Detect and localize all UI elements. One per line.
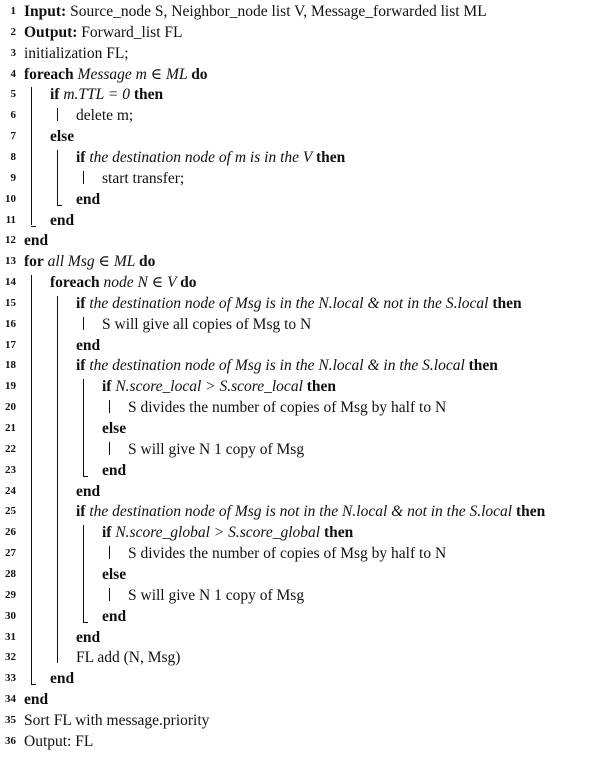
line-code — [50, 85, 163, 105]
line-code — [76, 502, 545, 522]
line-number: 18 — [5, 359, 16, 372]
line-number: 3 — [10, 46, 16, 59]
keyword: end — [76, 482, 101, 500]
algo-line — [0, 356, 590, 376]
line-code — [102, 461, 126, 481]
line-number: 28 — [5, 567, 16, 580]
line-number: 10 — [5, 192, 16, 205]
line-code — [128, 586, 304, 606]
algo-line — [0, 544, 590, 564]
condition-text: N.score_global > S.score_global — [111, 524, 324, 542]
line-code — [50, 211, 74, 231]
algo-line — [0, 127, 590, 147]
line-number: 5 — [10, 88, 16, 101]
line-code — [24, 690, 48, 710]
block-end-tick — [31, 226, 36, 227]
statement-text: initialization FL; — [24, 44, 129, 62]
keyword: Input: — [24, 3, 67, 20]
line-code — [76, 356, 498, 376]
keyword: end — [76, 628, 101, 646]
line-number: 12 — [5, 234, 16, 247]
line-number: 26 — [5, 526, 16, 539]
line-code — [102, 169, 184, 189]
algo-line — [0, 711, 590, 731]
block-end-tick — [57, 205, 62, 206]
algo-line — [0, 85, 590, 105]
keyword: end — [24, 691, 49, 709]
block-end-tick — [31, 684, 36, 685]
algo-line — [0, 461, 590, 481]
line-number: 8 — [10, 150, 16, 163]
block-guide-line — [83, 171, 84, 184]
statement-text: start transfer; — [102, 169, 185, 187]
algo-line — [0, 440, 590, 460]
statement-text: S divides the number of copies of Msg by half to N — [128, 399, 447, 417]
algo-line — [0, 377, 590, 397]
statement-text: Output: FL — [24, 732, 94, 750]
keyword: then — [133, 86, 164, 104]
keyword: foreach — [50, 274, 100, 292]
statement-text: FL add (N, Msg) — [76, 649, 181, 667]
block-guide-line — [57, 296, 58, 663]
line-number: 29 — [5, 588, 16, 601]
algo-line — [0, 732, 590, 752]
line-code — [24, 44, 129, 64]
keyword: else — [102, 565, 127, 583]
algo-line — [0, 669, 590, 689]
line-number: 20 — [5, 401, 16, 414]
line-number: 11 — [5, 213, 16, 226]
keyword: for — [24, 253, 44, 271]
algo-line — [0, 231, 590, 251]
keyword: if — [76, 503, 86, 521]
line-number: 23 — [5, 463, 16, 476]
line-code — [102, 419, 126, 439]
condition-text: the destination node of Msg is in the N.local & not in the S.local — [85, 294, 493, 312]
line-code — [50, 127, 74, 147]
line-number: 17 — [5, 338, 16, 351]
keyword: if — [76, 148, 86, 166]
algo-line — [0, 586, 590, 606]
keyword: do — [180, 274, 197, 292]
statement-text: S divides the number of copies of Msg by half to N — [128, 545, 447, 563]
algo-line — [0, 482, 590, 502]
line-number: 25 — [5, 505, 16, 518]
line-code — [128, 398, 446, 418]
line-code — [50, 669, 74, 689]
algo-line — [0, 273, 590, 293]
condition-text: m.TTL = 0 — [59, 86, 134, 104]
statement-text: S will give N 1 copy of Msg — [128, 440, 305, 458]
line-number: 4 — [10, 67, 16, 80]
line-code — [76, 628, 100, 648]
statement-text: Forward_list FL — [77, 23, 183, 41]
keyword: do — [191, 65, 208, 83]
keyword: end — [102, 607, 127, 625]
algo-line — [0, 23, 590, 43]
algo-line — [0, 315, 590, 335]
condition-text: N.score_local > S.score_local — [111, 378, 307, 396]
algo-line — [0, 252, 590, 272]
line-code — [128, 440, 304, 460]
algo-line — [0, 148, 590, 168]
keyword: if — [76, 357, 86, 375]
statement-text: Source_node S, Neighbor_node list V, Message_forwarded list ML — [66, 3, 487, 20]
line-number: 2 — [10, 25, 16, 38]
line-number: 22 — [5, 442, 16, 455]
line-number: 1 — [10, 5, 16, 17]
block-guide-line — [109, 588, 110, 601]
line-code — [76, 190, 100, 210]
keyword: end — [24, 232, 49, 250]
condition-text: the destination node of m is in the V — [85, 148, 316, 166]
keyword: if — [76, 294, 86, 312]
block-guide-line — [57, 150, 58, 205]
line-code — [102, 523, 353, 543]
statement-text: Sort FL with message.priority — [24, 711, 210, 729]
statement-text: delete m; — [76, 107, 134, 125]
keyword: else — [102, 420, 127, 437]
algo-line — [0, 44, 590, 64]
line-code — [76, 106, 133, 126]
algo-line — [0, 169, 590, 189]
condition-text: all Msg ∈ ML — [43, 253, 139, 271]
condition-text: the destination node of Msg is not in the N.local & not in the S.local — [85, 503, 516, 521]
line-number: 9 — [10, 171, 16, 184]
keyword: Output: — [24, 23, 78, 41]
line-code — [24, 711, 209, 731]
line-code — [76, 482, 100, 502]
keyword: then — [306, 378, 337, 396]
algo-line — [0, 65, 590, 85]
block-guide-line — [83, 317, 84, 330]
block-guide-line — [109, 546, 110, 559]
keyword: then — [468, 357, 498, 375]
line-number: 31 — [5, 630, 16, 643]
algo-line — [0, 523, 590, 543]
keyword: else — [50, 128, 75, 146]
block-guide-line — [57, 108, 58, 121]
line-number: 34 — [5, 693, 16, 706]
keyword: then — [492, 294, 522, 312]
line-code — [102, 565, 126, 585]
algo-line — [0, 398, 590, 418]
line-code — [102, 315, 311, 335]
line-number: 32 — [5, 651, 16, 664]
line-code — [76, 648, 180, 668]
block-guide-line — [109, 400, 110, 413]
algo-line — [0, 690, 590, 710]
keyword: end — [102, 461, 127, 479]
line-number: 7 — [10, 130, 16, 143]
algo-line — [0, 419, 590, 439]
line-code — [24, 65, 208, 85]
keyword: then — [516, 503, 546, 521]
statement-text: S will give all copies of Msg to N — [102, 315, 312, 333]
line-code — [24, 732, 93, 752]
block-end-tick — [83, 476, 88, 477]
algo-line — [0, 190, 590, 210]
block-guide-line — [109, 442, 110, 455]
line-number: 30 — [5, 609, 16, 622]
keyword: end — [76, 336, 101, 354]
line-number: 36 — [5, 734, 16, 747]
condition-text: the destination node of Msg is in the N.local & in the S.local — [85, 357, 469, 375]
line-code — [76, 148, 345, 168]
algo-line — [0, 336, 590, 356]
algo-line — [0, 106, 590, 126]
line-number: 13 — [5, 255, 16, 268]
algo-line — [0, 565, 590, 585]
algo-line — [0, 2, 590, 22]
line-code — [128, 544, 446, 564]
line-code — [24, 231, 48, 251]
algo-line — [0, 502, 590, 522]
line-code — [24, 252, 155, 272]
line-number: 14 — [5, 276, 16, 289]
line-number: 35 — [5, 713, 16, 726]
block-guide-line — [31, 87, 32, 225]
keyword: then — [324, 524, 354, 542]
line-number: 27 — [5, 547, 16, 560]
line-number: 33 — [5, 672, 16, 685]
line-number: 16 — [5, 317, 16, 330]
algo-line — [0, 628, 590, 648]
line-number: 24 — [5, 484, 16, 497]
keyword: if — [102, 524, 112, 542]
line-code — [76, 336, 100, 356]
block-end-tick — [83, 622, 88, 623]
block-guide-line — [83, 525, 84, 621]
keyword: end — [50, 670, 75, 688]
keyword: then — [315, 148, 346, 166]
keyword: do — [138, 253, 156, 271]
algo-line — [0, 294, 590, 314]
block-guide-line — [31, 275, 32, 684]
line-code — [24, 23, 182, 43]
block-guide-line — [83, 379, 84, 475]
keyword: if — [102, 378, 112, 396]
line-number: 19 — [5, 380, 16, 393]
line-code — [102, 607, 126, 627]
statement-text: S will give N 1 copy of Msg — [128, 586, 305, 604]
keyword: if — [50, 86, 60, 104]
algo-line — [0, 607, 590, 627]
condition-text: node N ∈ V — [99, 274, 181, 292]
keyword: end — [76, 190, 101, 208]
line-code — [50, 273, 197, 293]
line-code — [102, 377, 336, 397]
line-number: 21 — [5, 422, 16, 434]
line-number: 15 — [5, 296, 16, 309]
condition-text: Message m ∈ ML — [73, 65, 192, 83]
algo-line — [0, 211, 590, 231]
keyword: end — [50, 211, 75, 229]
line-code — [76, 294, 522, 314]
algo-line — [0, 648, 590, 668]
keyword: foreach — [24, 65, 74, 83]
line-code — [24, 2, 487, 22]
line-number: 6 — [10, 109, 16, 122]
